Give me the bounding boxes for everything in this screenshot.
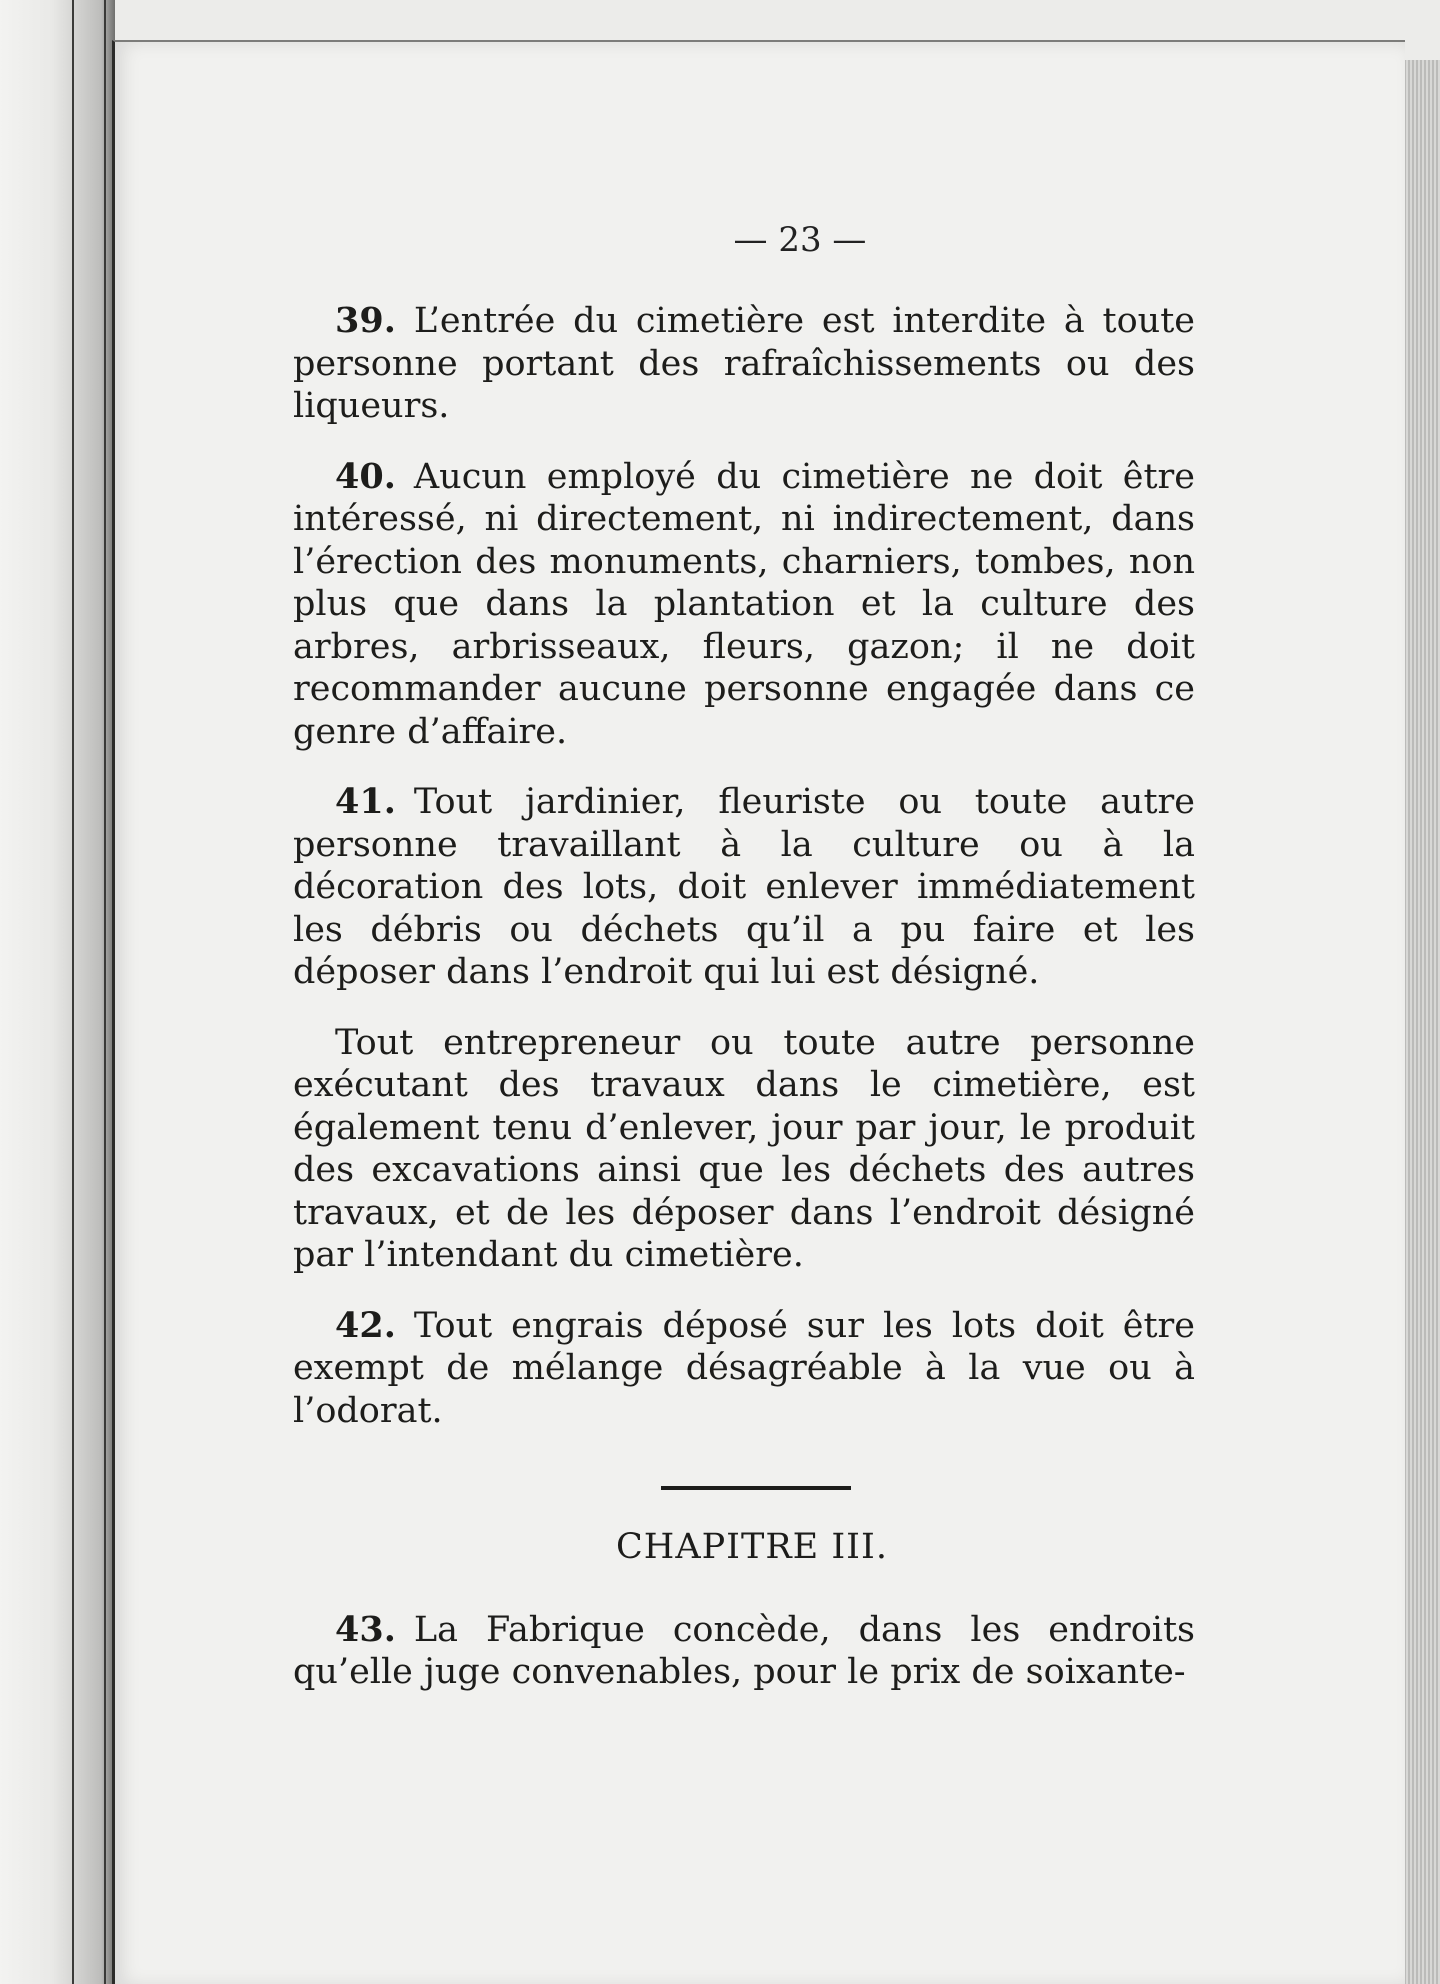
page-text xyxy=(293,300,1195,1722)
article-text: La Fabrique concède, dans les endroits qu’elle juge convenables, pour le prix de soixante- xyxy=(293,1609,1195,1692)
book-page xyxy=(112,40,1405,1984)
chapter-title: CHAPITRE III. xyxy=(616,1527,888,1567)
article-42 xyxy=(293,1305,1195,1433)
book-binding xyxy=(0,0,115,1984)
article-text: L’entrée du cimetière est interdite à toute personne portant des rafraîchissements ou des liqueurs. xyxy=(293,301,1195,426)
article-text: Tout engrais déposé sur les lots doit être exempt de mélange désagréable à la vue ou à l’odorat. xyxy=(293,1305,1195,1431)
article-41 xyxy=(293,781,1195,994)
article-43 xyxy=(293,1609,1195,1694)
article-number: 40. xyxy=(335,455,396,497)
binding-line xyxy=(104,0,106,1984)
article-number: 41. xyxy=(335,781,396,822)
article-40 xyxy=(293,456,1195,754)
article-text: Aucun employé du cimetière ne doit être intéressé, ni directement, ni indirectement, dans l’érection des monuments, charniers, tombes, non plus que dans la plantation et la culture des arbres, arbrisseaux, fleurs, gazon; il ne doit recommander aucune personne engagée dans ce genre d’affaire. xyxy=(293,456,1195,752)
binding-line xyxy=(72,0,74,1984)
article-number: 43. xyxy=(335,1608,396,1650)
page-number: — 23 — xyxy=(733,220,867,260)
article-39 xyxy=(293,300,1195,428)
article-text: Tout jardinier, fleuriste ou toute autre personne travaillant à la culture ou à la décoration des lots, doit enlever immédiatement les débris ou déchets qu’il a pu faire et les déposer dans l’endroit qui lui est désigné. xyxy=(293,782,1195,992)
article-number: 39. xyxy=(335,300,396,341)
article-41-continuation: Tout entrepreneur ou toute autre personne exécutant des travaux dans le cimetière, est également tenu d’enlever, jour par jour, le produit des excavations ainsi que les déchets des autres travaux, et de les déposer dans l’endroit désigné par l’intendant du cimetière. xyxy=(293,1022,1195,1275)
article-number: 42. xyxy=(335,1304,396,1346)
section-divider xyxy=(661,1486,851,1490)
